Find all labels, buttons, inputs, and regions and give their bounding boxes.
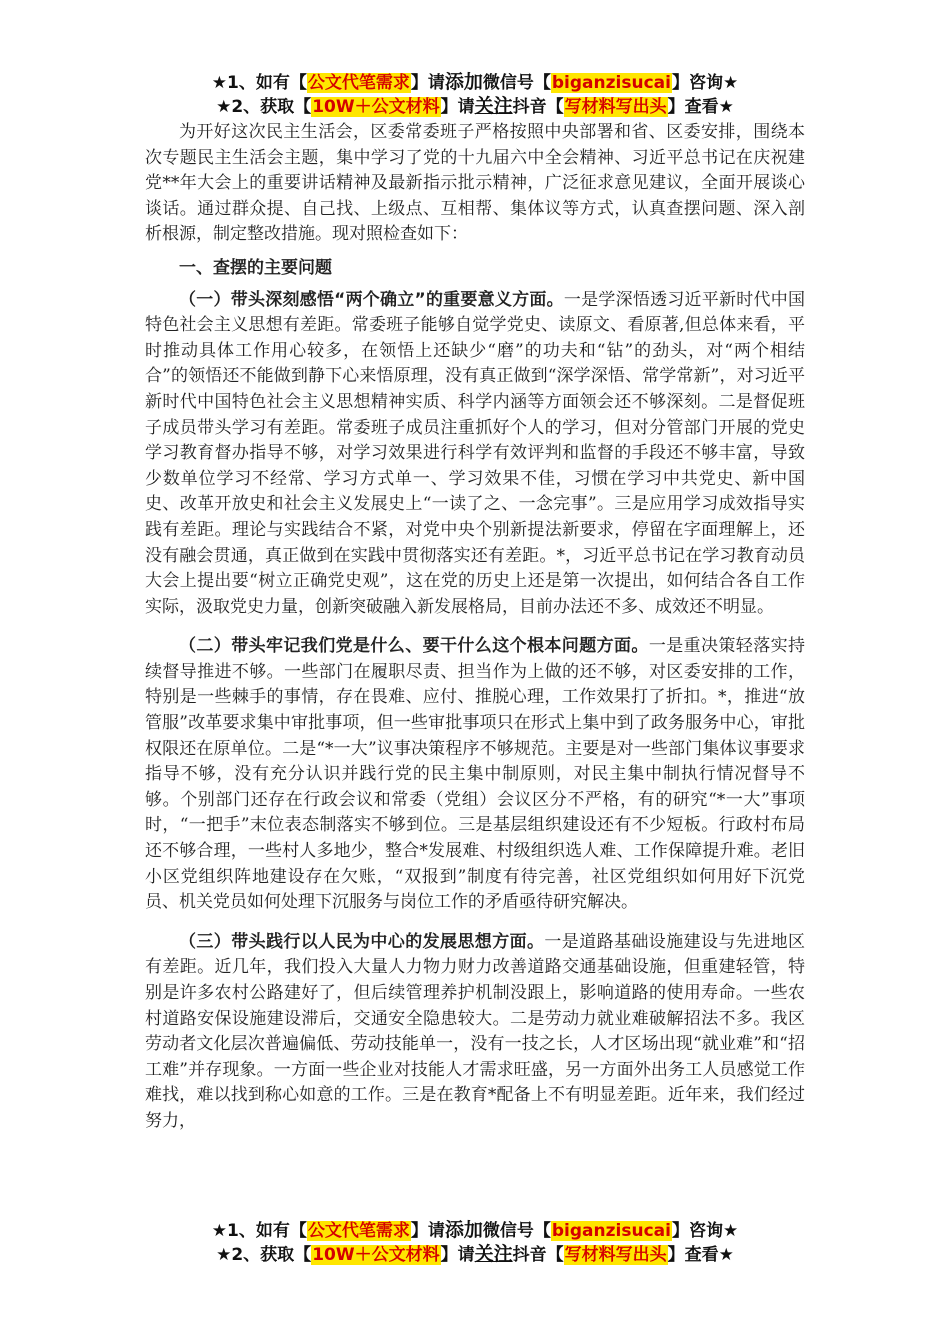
banner-emphasis: 关注 [474,1243,513,1265]
banner-text: ★1、如有【 [211,1221,307,1241]
subsection-heading: （二）带头牢记我们党是什么、要干什么这个根本问题方面。 [179,636,649,657]
banner-highlight: 公文代笔需求 [307,1221,410,1241]
banner-text: ★2、获取【 [216,97,312,117]
paragraph-sub3 [145,930,805,1135]
banner-text: 抖音【 [512,97,564,117]
intro-paragraph: 为开好这次民主生活会，区委常委班子严格按照中央部署和省、区委安排，围绕本次专题民主生活会主题，集中学习了党的十九届六中全会精神、习近平总书记在庆祝建党**年大会上的重要讲话精神及最新指示批示精神，广泛征求意见建议，全面开展谈心谈话。通过群众提、自己找、上级点、互相帮、集体议等方式，认真查摆问题、深入剖析根源，制定整改措施。现对照检查如下： [145,122,805,245]
banner-highlight: 公文代笔需求 [307,73,410,93]
banner-emphasis: 添加 [444,71,483,93]
banner-highlight: 10W＋公文材料 [312,97,440,117]
banner-text: 】查看★ [667,1245,734,1265]
paragraph-text: 一是学深悟透习近平新时代中国特色社会主义思想有差距。常委班子能够自觉学党史、读原文、看原著,但总体来看，平时推动具体工作用心较多，在领悟上还缺少“磨”的功夫和“钻”的劲头，对“两个相结合”的领悟还不能做到静下心来悟原理，没有真正做到“深学深悟、常学常新”，对习近平新时代中国特色社会主义思想精神实质、科学内涵等方面领会还不够深刻。二是督促班子成员带头学习有差距。常委班子成员注重抓好个人的学习，但对分管部门开展的党史学习教育督办指导不够，对学习效果进行科学有效评判和监督的手段还不够丰富，导致少数单位学习不经常、学习方式单一、学习效果不佳，习惯在学习中共党史、新中国史、改革开放史和社会主义发展史上“一读了之、一念完事”。三是应用学习成效指导实践有差距。理论与实践结合不紧，对党中央个别新提法新要求，停留在字面理解上，还没有融会贯通，真正做到在实践中贯彻落实还有差距。*，习近平总书记在学习教育动员大会上提出要“树立正确党史观”，这在党的历史上还是第一次提出，如何结合各自工作实际，汲取党史力量，创新突破融入新发展格局，目前办法还不多、成效还不明显。 [145,289,805,617]
banner-emphasis: 关注 [474,95,513,117]
banner-text: 抖音【 [512,1245,564,1265]
section-heading: 一、查摆的主要问题 [179,257,332,278]
document-body [145,120,805,1135]
banner-text: ★2、获取【 [216,1245,312,1265]
banner-highlight: biganzisucai [551,1221,671,1241]
subsection-heading: （一）带头深刻感悟“两个确立”的重要意义方面。 [179,289,564,310]
banner-text: ★1、如有【 [211,73,307,93]
banner-text: 】咨询★ [671,1221,739,1241]
paragraph-sub1 [145,288,805,621]
promo-banner-top-line1 [0,70,950,95]
banner-emphasis: 添加 [444,1219,483,1241]
banner-text: 微信号【 [482,73,551,93]
banner-text: 】请 [440,1245,475,1265]
banner-text: 】请 [410,1221,445,1241]
promo-banner-bottom-line1 [0,1218,950,1243]
banner-text: 】查看★ [667,97,734,117]
banner-highlight: biganzisucai [551,73,671,93]
promo-banner-bottom-line2 [0,1242,950,1267]
paragraph-text: 一是道路基础设施建设与先进地区有差距。近几年，我们投入大量人力物力财力改善道路交通基础设施，但重建轻管，特别是许多农村公路建好了，但后续管理养护机制没跟上，影响道路的使用寿命。一些农村道路安保设施建设滞后，交通安全隐患较大。二是劳动力就业难破解招法不多。我区劳动者文化层次普遍偏低、劳动技能单一，没有一技之长，人才区场出现“就业难”和“招工难”并存现象。一方面一些企业对技能人才需求旺盛，另一方面外出务工人员感觉工作难找，难以找到称心如意的工作。三是在教育*配备上不有明显差距。近年来，我们经过努力， [145,931,806,1131]
banner-highlight: 写材料写出头 [564,1245,667,1265]
subsection-heading: （三）带头践行以人民为中心的发展思想方面。 [179,931,545,952]
banner-highlight: 10W＋公文材料 [312,1245,440,1265]
banner-text: 】请 [440,97,475,117]
banner-text: 微信号【 [482,1221,551,1241]
banner-text: 】咨询★ [671,73,739,93]
banner-text: 】请 [410,73,445,93]
banner-highlight: 写材料写出头 [564,97,667,117]
promo-banner-top-line2 [0,94,950,119]
paragraph-text: 一是重决策轻落实持续督导推进不够。一些部门在履职尽责、担当作为上做的还不够，对区委安排的工作，特别是一些棘手的事情，存在畏难、应付、推脱心理，工作效果打了折扣。*，推进“放管服”改革要求集中审批事项，但一些审批事项只在形式上集中到了政务服务中心，审批权限还在原单位。二是“*一大”议事决策程序不够规范。主要是对一些部门集体议事要求指导不够，没有充分认识并践行党的民主集中制原则，对民主集中制执行情况督导不够。个别部门还存在行政会议和常委（党组）会议区分不严格，有的研究“*一大”事项时，“一把手”末位表态制落实不够到位。三是基层组织建设还有不少短板。行政村布局还不够合理，一些村人多地少，整合*发展难、村级组织选人难、工作保障提升难。老旧小区党组织阵地建设存在欠账，“双报到”制度有待完善，社区党组织如何用好下沉党员、机关党员如何处理下沉服务与岗位工作的矛盾亟待研究解决。 [145,636,806,913]
paragraph-sub2 [145,634,805,916]
